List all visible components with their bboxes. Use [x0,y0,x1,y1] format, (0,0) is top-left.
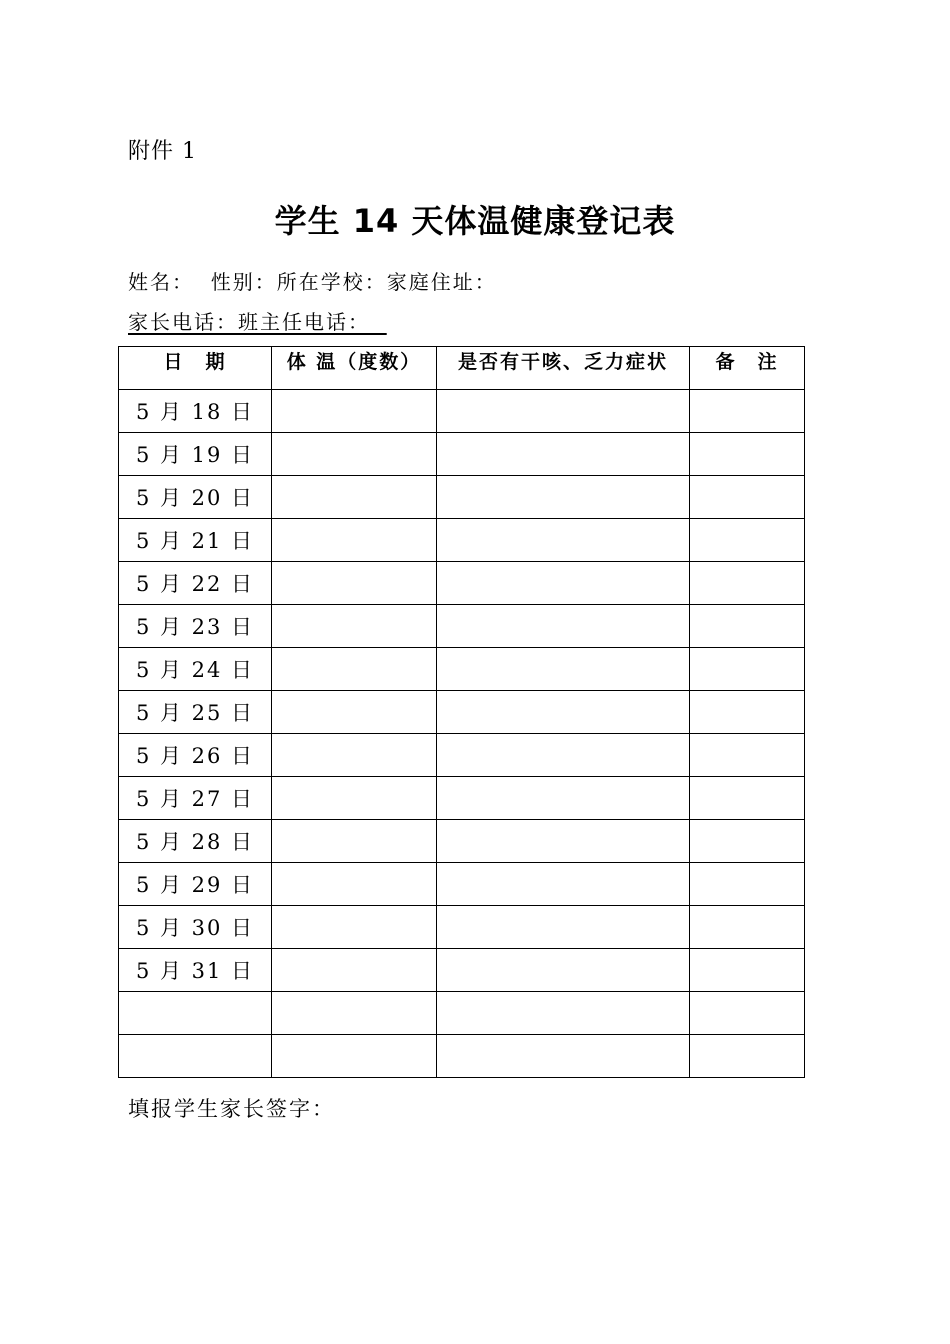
symptoms-cell[interactable] [437,906,690,949]
remarks-cell[interactable] [690,1035,805,1078]
symptoms-cell[interactable] [437,949,690,992]
date-cell: 5 月 24 日 [119,648,272,691]
table-row [119,691,805,734]
symptoms-cell[interactable] [437,777,690,820]
symptoms-cell[interactable] [437,562,690,605]
date-cell: 5 月 19 日 [119,433,272,476]
temperature-cell[interactable] [272,390,437,433]
student-info-line: 姓名： 性别：所在学校：家庭住址： [128,270,497,294]
date-cell: 5 月 25 日 [119,691,272,734]
date-cell: 5 月 18 日 [119,390,272,433]
temperature-cell[interactable] [272,777,437,820]
remarks-cell[interactable] [690,691,805,734]
temperature-cell[interactable] [272,734,437,777]
temperature-register-table [118,346,805,1078]
remarks-cell[interactable] [690,390,805,433]
table-header-row [119,347,805,390]
table-row [119,519,805,562]
symptoms-cell[interactable] [437,992,690,1035]
symptoms-cell[interactable] [437,820,690,863]
header-remarks: 备 注 [690,347,805,390]
temperature-cell[interactable] [272,562,437,605]
temperature-cell[interactable] [272,433,437,476]
temperature-cell[interactable] [272,648,437,691]
table-row [119,648,805,691]
date-cell: 5 月 21 日 [119,519,272,562]
temperature-cell[interactable] [272,691,437,734]
symptoms-cell[interactable] [437,1035,690,1078]
table-row [119,906,805,949]
contact-info-line: 家长电话：班主任电话： [128,310,387,334]
date-cell [119,992,272,1035]
temperature-cell[interactable] [272,906,437,949]
remarks-cell[interactable] [690,519,805,562]
table-row [119,777,805,820]
temperature-cell[interactable] [272,992,437,1035]
table-row [119,949,805,992]
date-cell: 5 月 20 日 [119,476,272,519]
remarks-cell[interactable] [690,433,805,476]
date-cell: 5 月 31 日 [119,949,272,992]
table-row [119,390,805,433]
date-cell: 5 月 26 日 [119,734,272,777]
remarks-cell[interactable] [690,734,805,777]
symptoms-cell[interactable] [437,476,690,519]
symptoms-cell[interactable] [437,691,690,734]
remarks-cell[interactable] [690,992,805,1035]
parent-signature-label: 填报学生家长签字： [128,1097,335,1121]
table-body [119,390,805,1078]
symptoms-cell[interactable] [437,648,690,691]
table-row [119,863,805,906]
remarks-cell[interactable] [690,605,805,648]
remarks-cell[interactable] [690,648,805,691]
symptoms-cell[interactable] [437,390,690,433]
date-cell: 5 月 27 日 [119,777,272,820]
temperature-cell[interactable] [272,1035,437,1078]
table-row [119,734,805,777]
attachment-label: 附件 1 [128,139,197,164]
table-row [119,1035,805,1078]
date-cell: 5 月 30 日 [119,906,272,949]
temperature-cell[interactable] [272,605,437,648]
remarks-cell[interactable] [690,949,805,992]
temperature-cell[interactable] [272,863,437,906]
table-row [119,562,805,605]
table-row [119,820,805,863]
symptoms-cell[interactable] [437,734,690,777]
page-title: 学生 14 天体温健康登记表 [274,202,676,240]
remarks-cell[interactable] [690,863,805,906]
table-row [119,992,805,1035]
remarks-cell[interactable] [690,820,805,863]
temperature-cell[interactable] [272,949,437,992]
remarks-cell[interactable] [690,476,805,519]
symptoms-cell[interactable] [437,519,690,562]
remarks-cell[interactable] [690,777,805,820]
header-date: 日 期 [119,347,272,390]
symptoms-cell[interactable] [437,863,690,906]
remarks-cell[interactable] [690,562,805,605]
date-cell: 5 月 28 日 [119,820,272,863]
temperature-cell[interactable] [272,820,437,863]
table-row [119,605,805,648]
remarks-cell[interactable] [690,906,805,949]
table-row [119,433,805,476]
date-cell [119,1035,272,1078]
date-cell: 5 月 22 日 [119,562,272,605]
table-row [119,476,805,519]
header-symptoms: 是否有干咳、乏力症状 [437,347,690,390]
header-temperature: 体 温（度数） [272,347,437,390]
date-cell: 5 月 29 日 [119,863,272,906]
symptoms-cell[interactable] [437,605,690,648]
temperature-cell[interactable] [272,476,437,519]
symptoms-cell[interactable] [437,433,690,476]
date-cell: 5 月 23 日 [119,605,272,648]
temperature-cell[interactable] [272,519,437,562]
